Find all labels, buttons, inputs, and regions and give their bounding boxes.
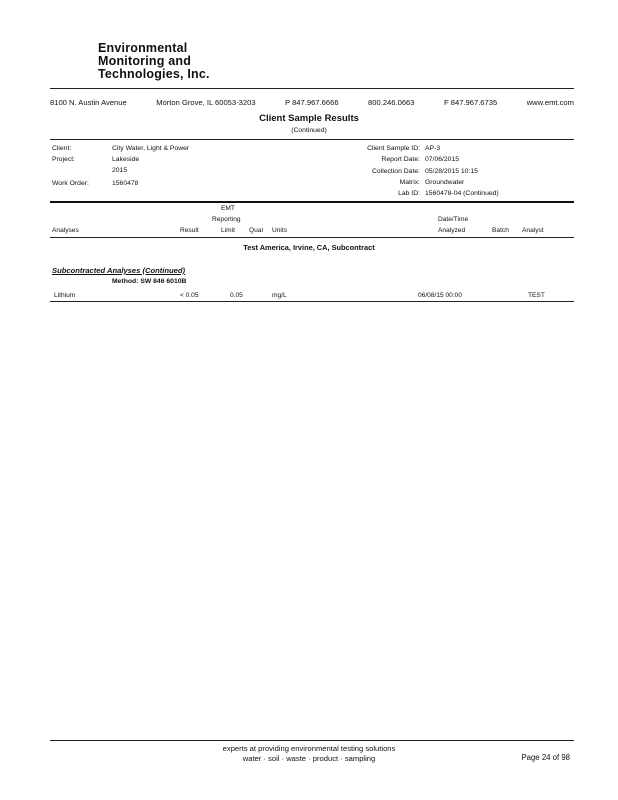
client-sample-id-label: Client Sample ID: [367,145,420,152]
matrix-label: Matrix: [399,179,420,186]
page-number: Page 24 of 98 [521,753,570,762]
info-top-rule [50,139,574,140]
project-label: Project: [52,156,76,163]
header-units: Units [272,227,288,234]
project-year-value: 2015 [112,167,128,174]
logo-line-3: Technologies, Inc. [98,67,210,81]
header-analyzed: Analyzed [438,227,466,234]
row-analyte: Lithium [54,292,76,299]
report-date-value: 07/06/2015 [425,156,460,163]
footer-services: water · soil · waste · product · sampling [242,754,376,763]
header-analyses: Analyses [52,227,79,234]
matrix-value: Groundwater [425,179,465,186]
header-datetime: Date/Time [438,216,469,223]
method-label: Method: SW 846 6010B [112,278,187,285]
report-title: Client Sample Results [259,113,359,124]
lab-id-value: 1560478-04 (Continued) [425,190,499,197]
address-street: 8100 N. Austin Avenue [50,98,127,107]
header-rule [50,88,574,89]
row-bottom-rule [50,301,574,302]
report-date-label: Report Date: [381,156,420,163]
logo-line-1: Environmental [98,41,188,55]
work-order-value: 1560478 [112,180,139,187]
project-value: Lakeside [112,156,140,163]
phone-number: P 847.967.6666 [285,98,339,107]
table-top-rule [50,201,574,203]
analysis-group-title: Subcontracted Analyses (Continued) [52,266,186,275]
footer-rule [50,740,574,741]
row-result: < 0.05 [180,292,199,299]
address-city: Morton Grove, IL 60053-3203 [156,98,256,107]
row-units: mg/L [272,292,287,299]
header-bottom-rule [50,237,574,238]
header-reporting: Reporting [212,216,241,223]
row-analyst: TEST [528,292,545,299]
client-value: City Water, Light & Power [112,145,190,152]
header-analyst: Analyst [522,227,544,234]
report-subtitle: (Continued) [291,127,327,134]
lab-id-label: Lab ID: [398,190,420,197]
address-bar [50,98,574,107]
logo-line-2: Monitoring and [98,54,192,68]
company-logo-text [98,42,210,81]
lab-section-title: Test America, Irvine, CA, Subcontract [243,243,375,252]
header-emt: EMT [221,205,235,212]
work-order-label: Work Order: [52,180,89,187]
client-sample-id-value: AP-3 [425,145,441,152]
header-result: Result [180,227,199,234]
header-batch: Batch [492,227,509,234]
collection-date-label: Collection Date: [372,168,420,175]
header-limit: Limit [221,227,235,234]
fax-number: F 847.967.6735 [444,98,498,107]
website-text: www.emt.com [526,98,574,107]
collection-date-value: 05/28/2015 10:15 [425,168,478,175]
footer-tagline: experts at providing environmental testing solutions [222,744,396,753]
header-qual: Qual [249,227,263,234]
row-analyzed: 06/08/15 00:00 [418,292,462,299]
row-limit: 0.05 [230,292,243,299]
tollfree-number: 800.246.0663 [368,98,415,107]
client-label: Client: [52,145,72,152]
